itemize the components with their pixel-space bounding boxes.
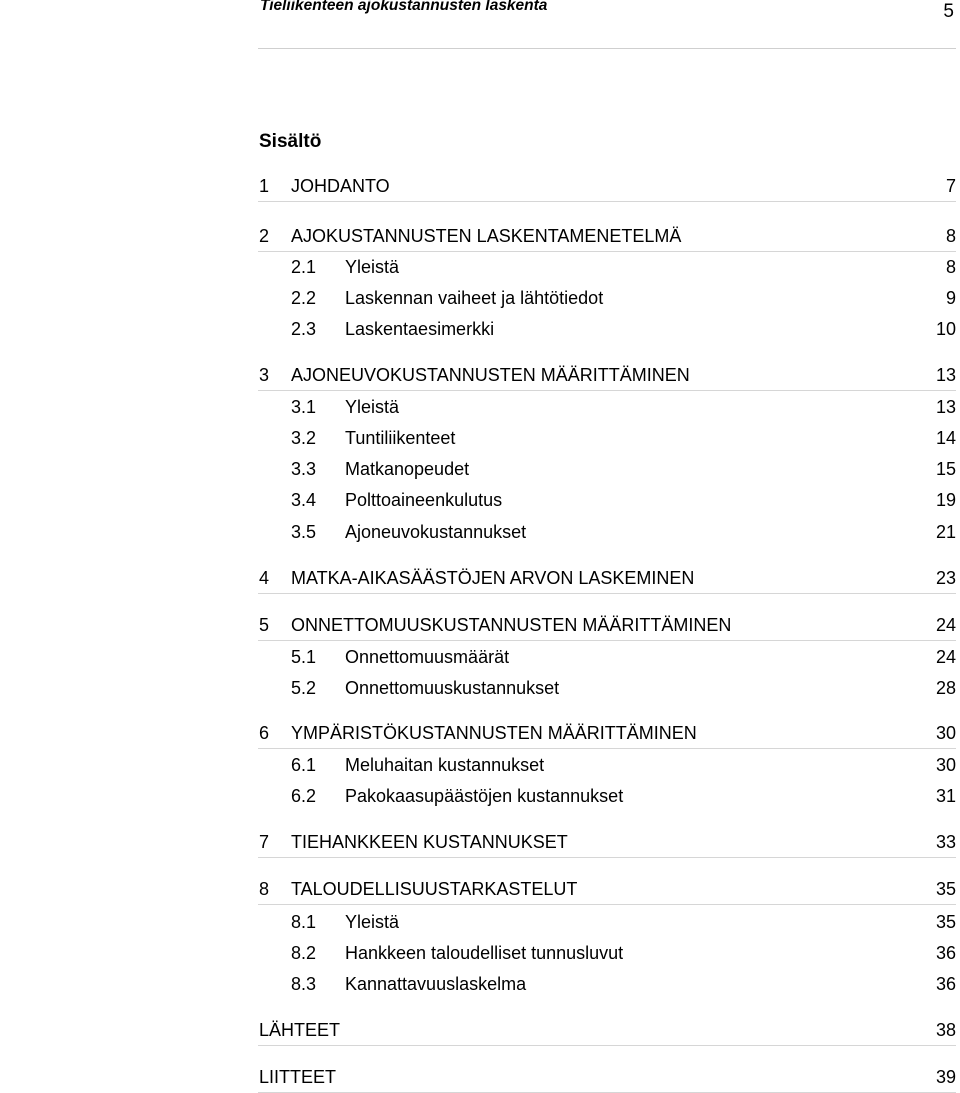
toc-page: 21 [935, 522, 956, 542]
toc-number: 3 [259, 365, 270, 385]
toc-title: LÄHTEET [259, 1020, 341, 1040]
toc-title: ONNETTOMUUSKUSTANNUSTEN MÄÄRITTÄMINEN [291, 615, 732, 635]
toc-number: 3.2 [291, 428, 317, 448]
toc-number: 8 [259, 879, 270, 899]
toc-page: 35 [935, 879, 956, 899]
toc-number: 2.1 [291, 257, 317, 277]
toc-section-3-5[interactable] [258, 519, 956, 545]
toc-section-6-1[interactable] [258, 752, 956, 778]
toc-number: 8.3 [291, 974, 317, 994]
toc-page: 39 [935, 1067, 956, 1087]
toc-chapter-7[interactable] [258, 829, 956, 855]
toc-page: 30 [935, 723, 956, 743]
toc-section-2-3[interactable] [258, 316, 956, 342]
toc-title: Meluhaitan kustannukset [345, 755, 545, 775]
toc-title: Yleistä [345, 912, 400, 932]
toc-number: 4 [259, 568, 270, 588]
toc-page: 31 [935, 786, 956, 806]
toc-title: Laskennan vaiheet ja lähtötiedot [345, 288, 604, 308]
toc-section-3-2[interactable] [258, 425, 956, 451]
toc-appendices[interactable] [258, 1064, 956, 1090]
toc-section-6-2[interactable] [258, 783, 956, 809]
toc-title: Polttoaineenkulutus [345, 490, 503, 510]
toc-section-5-2[interactable] [258, 675, 956, 701]
toc-title: Hankkeen taloudelliset tunnusluvut [345, 943, 624, 963]
toc-page: 38 [935, 1020, 956, 1040]
toc-section-8-2[interactable] [258, 940, 956, 966]
toc-page: 13 [935, 397, 956, 417]
toc-page: 33 [935, 832, 956, 852]
toc-number: 5.2 [291, 678, 317, 698]
toc-section-3-1[interactable] [258, 394, 956, 420]
toc-section-5-1[interactable] [258, 644, 956, 670]
toc-title: AJONEUVOKUSTANNUSTEN MÄÄRITTÄMINEN [291, 365, 690, 385]
toc-title: Matkanopeudet [345, 459, 470, 479]
toc-section-2-1[interactable] [258, 254, 956, 280]
toc-chapter-8[interactable] [258, 876, 956, 902]
toc-title: TIEHANKKEEN KUSTANNUKSET [291, 832, 568, 852]
toc-page: 28 [935, 678, 956, 698]
toc-page: 10 [935, 319, 956, 339]
toc-title: TALOUDELLISUUSTARKASTELUT [291, 879, 578, 899]
toc-section-3-3[interactable] [258, 456, 956, 482]
toc-number: 3.5 [291, 522, 317, 542]
toc-number: 1 [259, 176, 270, 196]
toc-heading: Sisältö [259, 131, 322, 152]
toc-number: 7 [259, 832, 270, 852]
toc-number: 5.1 [291, 647, 317, 667]
toc-number: 3.3 [291, 459, 317, 479]
toc-page: 35 [935, 912, 956, 932]
toc-page: 13 [935, 365, 956, 385]
toc-page: 14 [935, 428, 956, 448]
toc-section-3-4[interactable] [258, 487, 956, 513]
toc-chapter-5[interactable] [258, 612, 956, 638]
toc-number: 2 [259, 226, 270, 246]
page-number: 5 [943, 1, 954, 22]
toc-references[interactable] [258, 1017, 956, 1043]
toc-section-8-3[interactable] [258, 971, 956, 997]
toc-title: LIITTEET [259, 1067, 337, 1087]
toc-title: Tuntiliikenteet [345, 428, 456, 448]
toc-page: 9 [945, 288, 956, 308]
toc-title: Yleistä [345, 397, 400, 417]
toc-number: 3.1 [291, 397, 317, 417]
toc-section-8-1[interactable] [258, 909, 956, 935]
toc-number: 5 [259, 615, 270, 635]
toc-chapter-2[interactable] [258, 223, 956, 249]
toc-title: JOHDANTO [291, 176, 390, 196]
toc-title: Onnettomuuskustannukset [345, 678, 560, 698]
toc-number: 2.2 [291, 288, 317, 308]
toc-title: YMPÄRISTÖKUSTANNUSTEN MÄÄRITTÄMINEN [291, 723, 697, 743]
toc-page: 36 [935, 974, 956, 994]
toc-number: 6.2 [291, 786, 317, 806]
toc-page: 8 [945, 257, 956, 277]
toc-page: 15 [935, 459, 956, 479]
toc-title: AJOKUSTANNUSTEN LASKENTAMENETELMÄ [291, 226, 682, 246]
toc-number: 8.2 [291, 943, 317, 963]
toc-page: 7 [945, 176, 956, 196]
toc-number: 6 [259, 723, 270, 743]
toc-section-2-2[interactable] [258, 285, 956, 311]
toc-page: 19 [935, 490, 956, 510]
toc-chapter-3[interactable] [258, 362, 956, 388]
toc-title: Yleistä [345, 257, 400, 277]
document-title: Tieliikenteen ajokustannusten laskenta [260, 0, 548, 14]
toc-page: 24 [935, 615, 956, 635]
toc-chapter-4[interactable] [258, 565, 956, 591]
toc-page: 36 [935, 943, 956, 963]
toc-page: 24 [935, 647, 956, 667]
toc-page: 8 [945, 226, 956, 246]
toc-number: 3.4 [291, 490, 317, 510]
toc-chapter-6[interactable] [258, 720, 956, 746]
toc-page: 30 [935, 755, 956, 775]
toc-number: 6.1 [291, 755, 317, 775]
toc-number: 2.3 [291, 319, 317, 339]
toc-title: MATKA-AIKASÄÄSTÖJEN ARVON LASKEMINEN [291, 568, 695, 588]
toc-title: Ajoneuvokustannukset [345, 522, 527, 542]
toc-title: Laskentaesimerkki [345, 319, 495, 339]
toc-title: Kannattavuuslaskelma [345, 974, 527, 994]
toc-title: Onnettomuusmäärät [345, 647, 510, 667]
toc-page: 23 [935, 568, 956, 588]
table-of-contents [258, 0, 956, 1093]
toc-chapter-1[interactable] [258, 173, 956, 199]
toc-title: Pakokaasupäästöjen kustannukset [345, 786, 624, 806]
toc-number: 8.1 [291, 912, 317, 932]
